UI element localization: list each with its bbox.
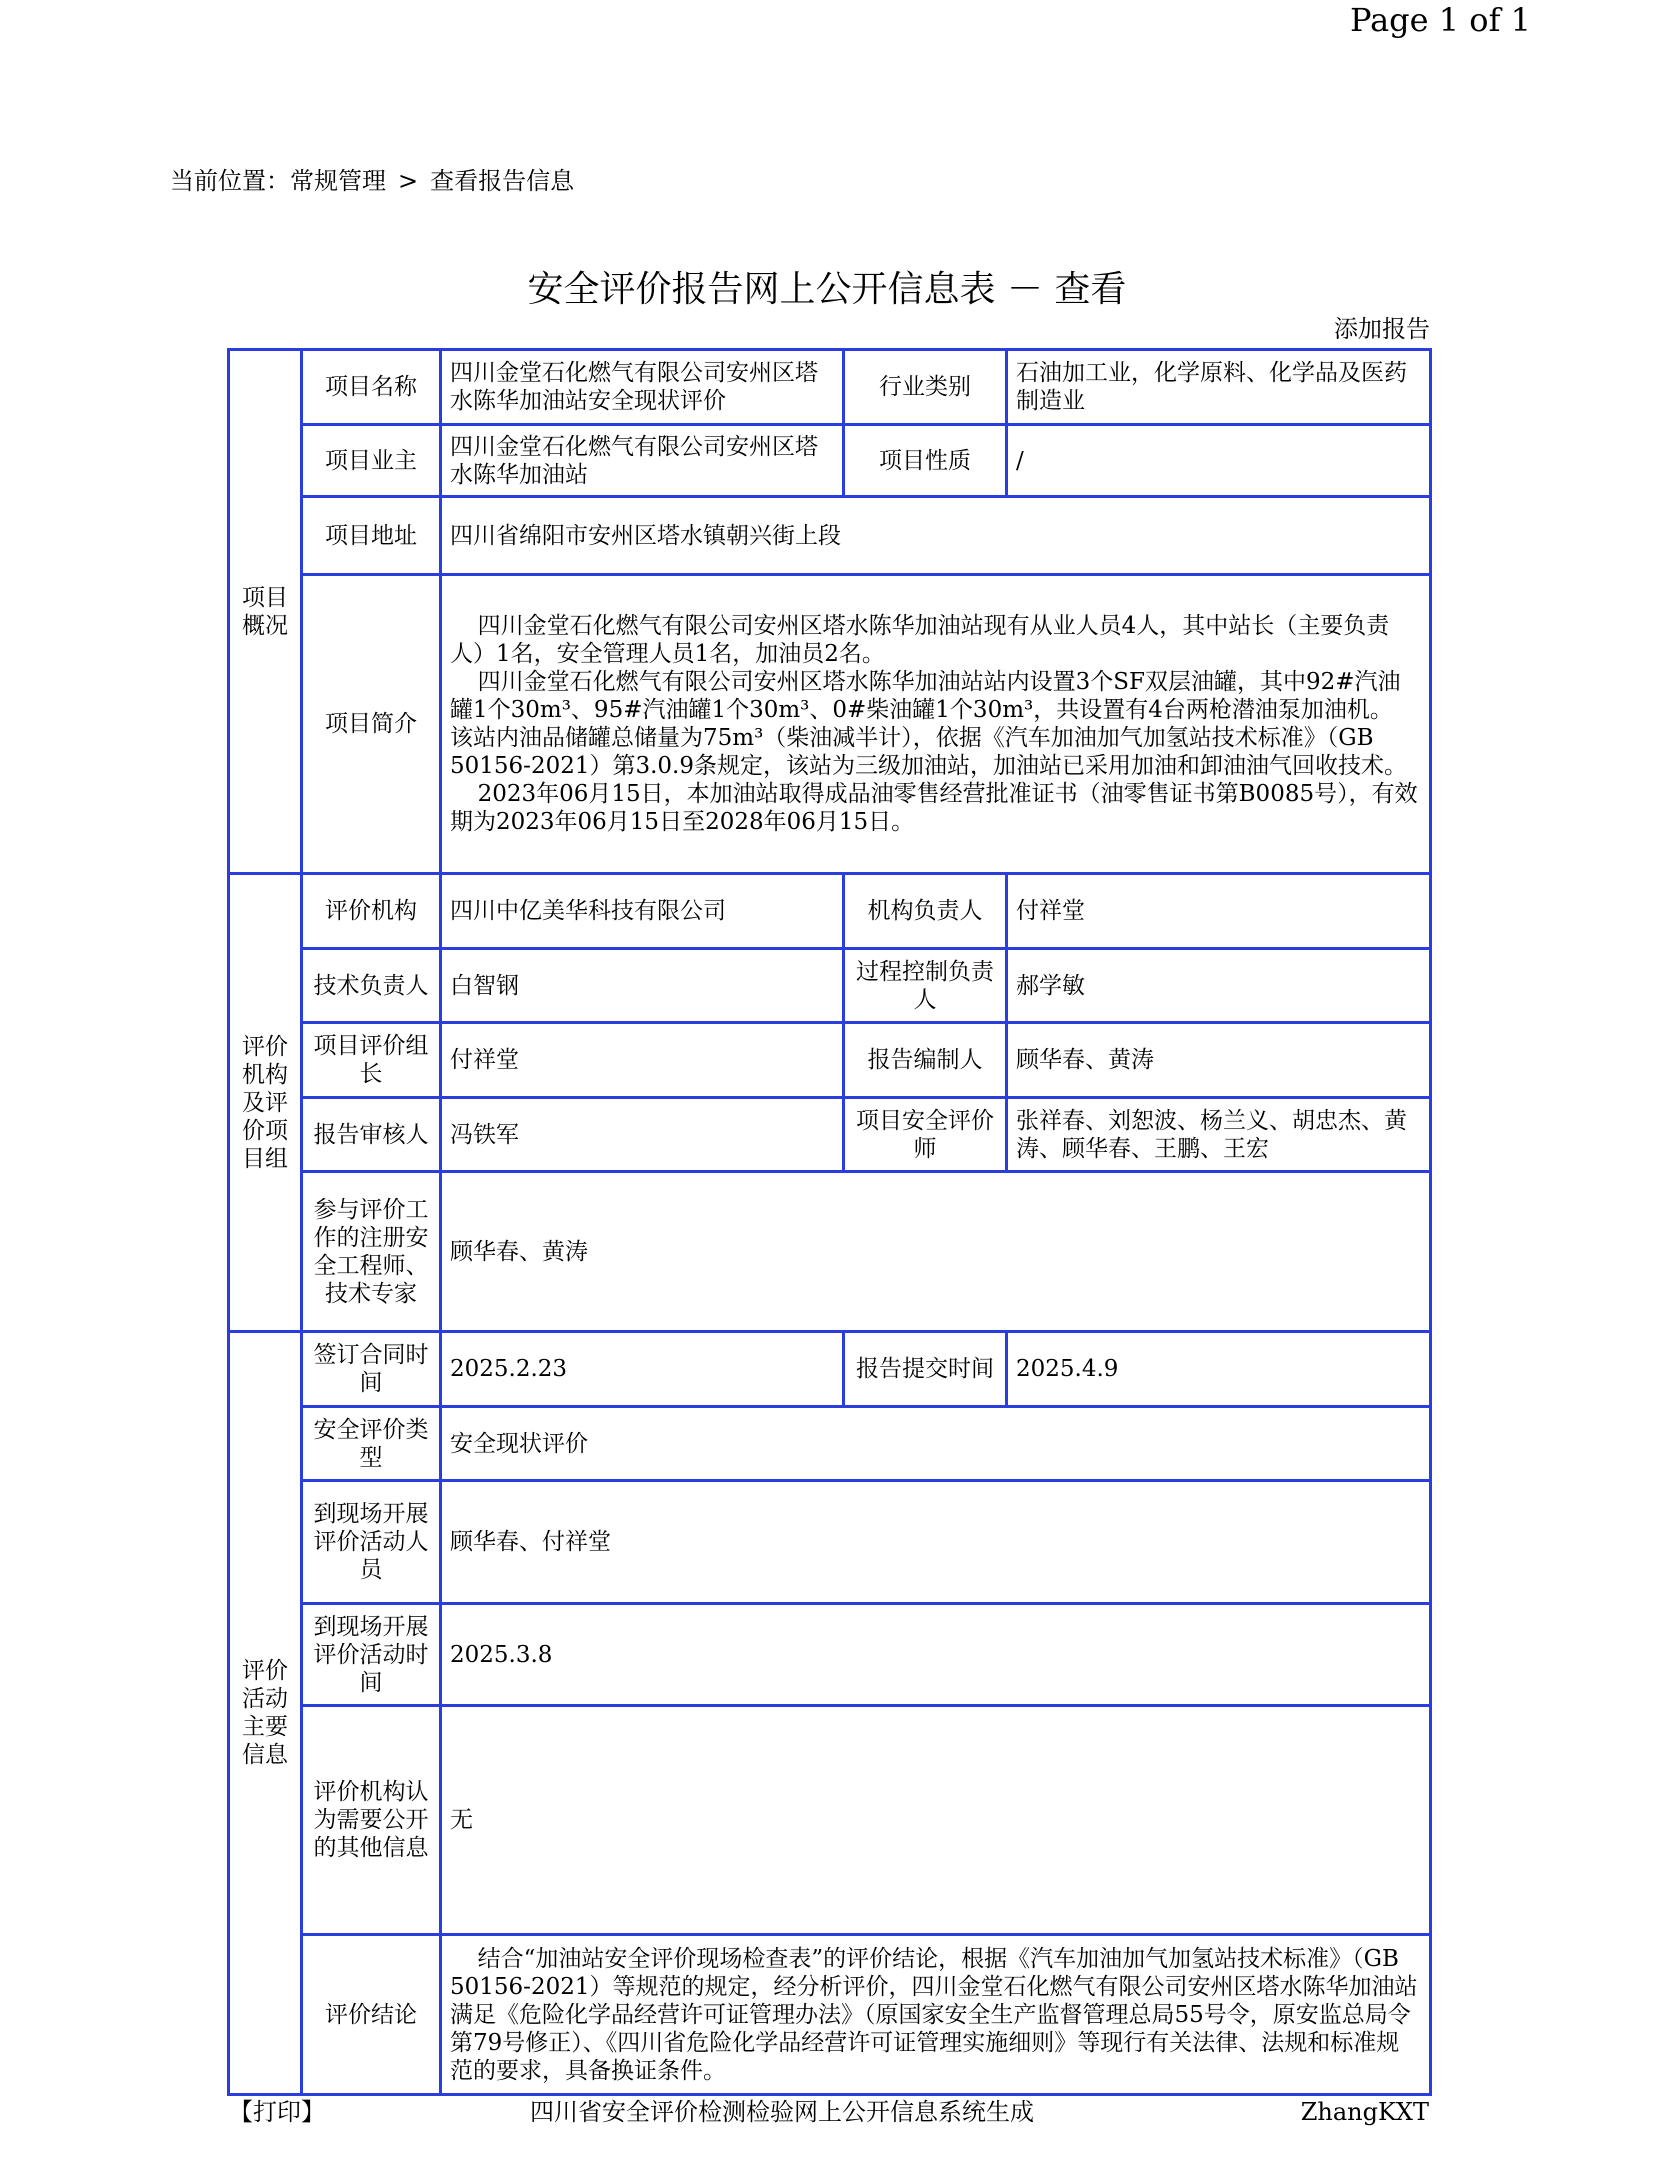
- table-row: [229, 1332, 1431, 1407]
- team-leader-label: 项目评价组长: [302, 1023, 441, 1098]
- team-leader-value: 付祥堂: [441, 1023, 844, 1098]
- breadcrumb-item-routine[interactable]: 常规管理: [290, 167, 386, 195]
- table-row: [229, 1172, 1431, 1332]
- intro-value: [441, 575, 1431, 874]
- intro-label: 项目简介: [302, 575, 441, 874]
- site-staff-value: 顾华春、付祥堂: [441, 1481, 1431, 1604]
- industry-value: 石油加工业，化学原料、化学品及医药制造业: [1007, 350, 1431, 425]
- agency-head-label: 机构负责人: [844, 874, 1007, 949]
- table-row: [229, 1935, 1431, 2095]
- conclusion-value: 结合“加油站安全评价现场检查表”的评价结论，根据《汽车加油加气加氢站技术标准》（GB 50156-2021）等规范的规定，经分析评价，四川金堂石化燃气有限公司安州区塔水陈华加油站满足《危险化学品经营许可证管理办法》（原国家安全生产监督管理总局55号令，原安监总局令第79号修正）、《四川省危险化学品经营许可证管理实施细则》等现行有关法律、法规和标准规范的要求，具备换证条件。: [441, 1935, 1431, 2095]
- address-label: 项目地址: [302, 497, 441, 575]
- report-info-table: [227, 348, 1432, 2096]
- table-row: [229, 1604, 1431, 1706]
- other-info-value: 无: [441, 1706, 1431, 1935]
- reviewer-value: 冯铁军: [441, 1098, 844, 1172]
- table-row: [229, 1098, 1431, 1172]
- table-row: [229, 1407, 1431, 1481]
- table-row: [229, 1481, 1431, 1604]
- footer: [227, 2096, 1429, 2128]
- tech-head-label: 技术负责人: [302, 949, 441, 1023]
- address-value: 四川省绵阳市安州区塔水镇朝兴街上段: [441, 497, 1431, 575]
- project-name-value: 四川金堂石化燃气有限公司安州区塔水陈华加油站安全现状评价: [441, 350, 844, 425]
- submit-date-value: 2025.4.9: [1007, 1332, 1431, 1407]
- conclusion-label: 评价结论: [302, 1935, 441, 2095]
- owner-value: 四川金堂石化燃气有限公司安州区塔水陈华加油站: [441, 425, 844, 497]
- tech-head-value: 白智钢: [441, 949, 844, 1023]
- owner-label: 项目业主: [302, 425, 441, 497]
- intro-paragraph: 2023年06月15日，本加油站取得成品油零售经营批准证书（油零售证书第B0085号），有效期为2023年06月15日至2028年06月15日。: [450, 781, 1418, 835]
- table-row: [229, 1706, 1431, 1935]
- safety-evaluators-label: 项目安全评价师: [844, 1098, 1007, 1172]
- intro-paragraph: 四川金堂石化燃气有限公司安州区塔水陈华加油站现有从业人员4人，其中站长（主要负责人）1名，安全管理人员1名，加油员2名。: [450, 613, 1390, 667]
- nature-value: /: [1007, 425, 1431, 497]
- contract-date-value: 2025.2.23: [441, 1332, 844, 1407]
- author-text: ZhangKXT: [1300, 2098, 1429, 2126]
- other-info-label: 评价机构认为需要公开的其他信息: [302, 1706, 441, 1935]
- intro-paragraph: 该站内油品储罐总储量为75m³（柴油减半计），依据《汽车加油加气加氢站技术标准》（GB 50156-2021）第3.0.9条规定，该站为三级加油站，加油站已采用加油和卸油油气回收技术。: [450, 725, 1407, 779]
- report-author-value: 顾华春、黄涛: [1007, 1023, 1431, 1098]
- submit-date-label: 报告提交时间: [844, 1332, 1007, 1407]
- agency-value: 四川中亿美华科技有限公司: [441, 874, 844, 949]
- table-row: [229, 497, 1431, 575]
- safety-evaluators-value: 张祥春、刘恕波、杨兰义、胡忠杰、黄涛、顾华春、王鹏、王宏: [1007, 1098, 1431, 1172]
- site-date-value: 2025.3.8: [441, 1604, 1431, 1706]
- agency-head-value: 付祥堂: [1007, 874, 1431, 949]
- table-row: [229, 575, 1431, 874]
- eval-type-label: 安全评价类型: [302, 1407, 441, 1481]
- table-row: [229, 1023, 1431, 1098]
- reviewer-label: 报告审核人: [302, 1098, 441, 1172]
- process-head-label: 过程控制负责人: [844, 949, 1007, 1023]
- process-head-value: 郝学敏: [1007, 949, 1431, 1023]
- report-author-label: 报告编制人: [844, 1023, 1007, 1098]
- table-row: [229, 949, 1431, 1023]
- page-title: 安全评价报告网上公开信息表 － 查看: [527, 269, 1127, 310]
- contract-date-label: 签订合同时间: [302, 1332, 441, 1407]
- nature-label: 项目性质: [844, 425, 1007, 497]
- section-overview: 项目概况: [229, 350, 302, 874]
- breadcrumb: [170, 166, 574, 196]
- site-date-label: 到现场开展评价活动时间: [302, 1604, 441, 1706]
- print-link[interactable]: 【打印】: [229, 2098, 325, 2126]
- breadcrumb-prefix: 当前位置：: [170, 167, 290, 195]
- table-row: [229, 425, 1431, 497]
- section-org: 评价机构及评价项目组: [229, 874, 302, 1332]
- page-number: Page 1 of 1: [1350, 1, 1531, 39]
- intro-paragraph: 四川金堂石化燃气有限公司安州区塔水陈华加油站站内设置3个SF双层油罐，其中92#汽油罐1个30m³、95#汽油罐1个30m³、0#柴油罐1个30m³，共设置有4台两枪潜油泵加油机。: [450, 669, 1401, 723]
- table-row: [229, 874, 1431, 949]
- project-name-label: 项目名称: [302, 350, 441, 425]
- industry-label: 行业类别: [844, 350, 1007, 425]
- agency-label: 评价机构: [302, 874, 441, 949]
- experts-label: 参与评价工作的注册安全工程师、技术专家: [302, 1172, 441, 1332]
- generator-text: 四川省安全评价检测检验网上公开信息系统生成: [530, 2098, 1034, 2126]
- site-staff-label: 到现场开展评价活动人员: [302, 1481, 441, 1604]
- experts-value: 顾华春、黄涛: [441, 1172, 1431, 1332]
- section-activity: 评价活动主要信息: [229, 1332, 302, 2095]
- table-row: [229, 350, 1431, 425]
- breadcrumb-separator: >: [398, 167, 419, 195]
- breadcrumb-item-current: 查看报告信息: [430, 167, 575, 195]
- eval-type-value: 安全现状评价: [441, 1407, 1431, 1481]
- add-report-link[interactable]: 添加报告: [1334, 315, 1430, 343]
